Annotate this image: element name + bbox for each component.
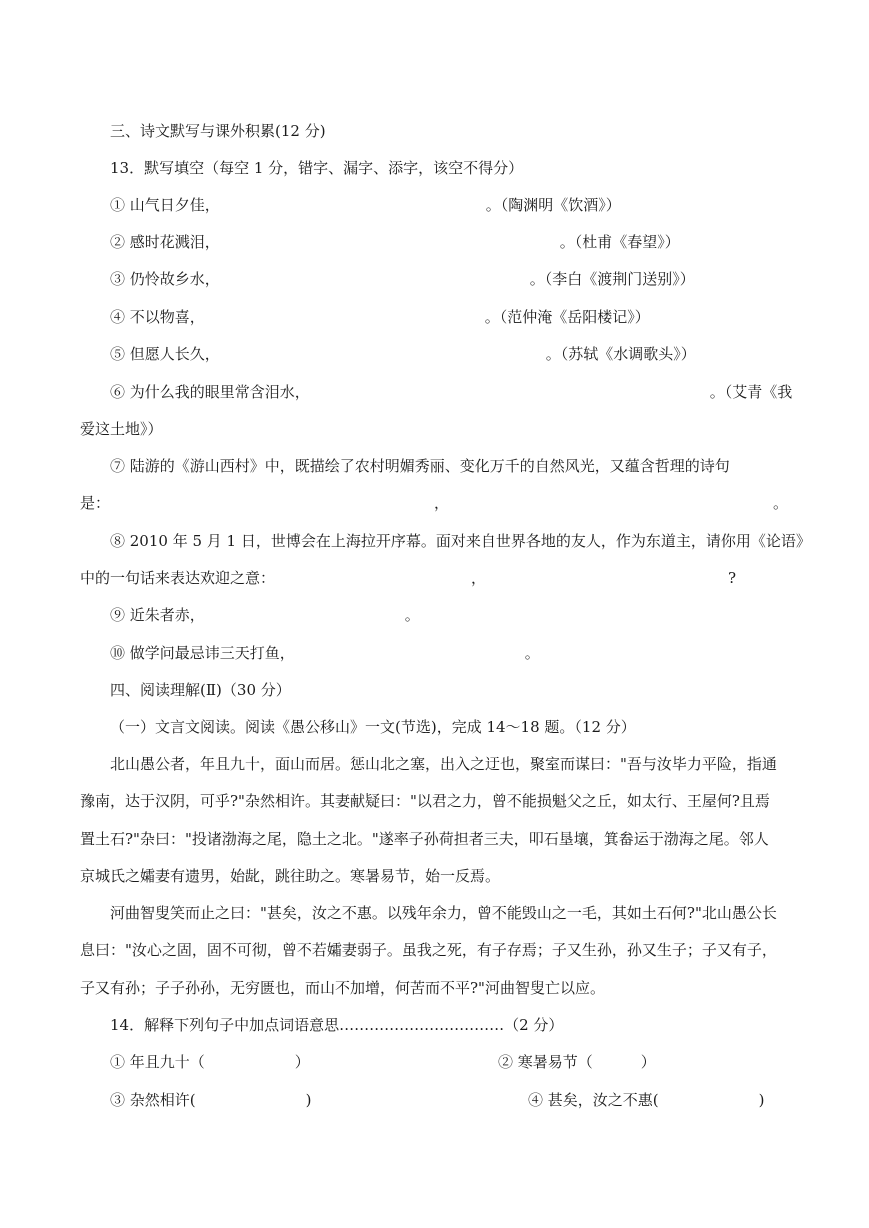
fill-item-7-end: 。: [773, 494, 789, 512]
fill-item-1: [110, 195, 621, 215]
fill-item-1-tail: 。（陶渊明《饮酒》）: [485, 196, 621, 214]
q14-item-4-close: ): [758, 1091, 765, 1109]
fill-item-4: [110, 307, 650, 327]
fill-item-7-line1: ⑦ 陆游的《游山西村》中，既描绘了农村明媚秀丽、变化万千的自然风光，又蕴含哲理的诗句: [110, 457, 730, 475]
question-13-title: 13．默写填空（每空 1 分，错字、漏字、添字，该空不得分）: [110, 159, 524, 177]
fill-item-9-tail: 。: [404, 606, 420, 624]
section-heading-reading: 四、阅读理解(Ⅱ)（30 分）: [110, 681, 291, 699]
fill-item-8-line1: ⑧ 2010 年 5 月 1 日，世博会在上海拉开序幕。面对来自世界各地的友人，作为东道主，请你用《论语》: [110, 532, 811, 550]
fill-item-10-lead: ⑩ 做学问最忌讳三天打鱼，: [110, 644, 295, 662]
classical-reading-intro: （一）文言文阅读。阅读《愚公移山》一文(节选)，完成 14～18 题。（12 分）: [110, 718, 636, 736]
fill-item-5-lead: ⑤ 但愿人长久，: [110, 345, 220, 363]
q14-item-3: [110, 1090, 311, 1110]
fill-item-4-tail: 。（范仲淹《岳阳楼记》）: [484, 308, 650, 326]
fill-item-9: [110, 605, 420, 625]
fill-item-3-tail: 。（李白《渡荆门送别》）: [529, 270, 695, 288]
fill-item-10-tail: 。: [524, 644, 540, 662]
fill-item-7-comma: ，: [434, 494, 450, 512]
fill-item-8-line2: [80, 568, 736, 588]
passage-paragraph-1-line: 北山愚公者，年且九十，面山而居。惩山北之塞，出入之迂也，聚室而谋曰："吾与汝毕力平险，指通: [110, 755, 777, 773]
passage-paragraph-2-line: 息曰："汝心之固，固不可彻，曾不若孀妻弱子。虽我之死，有子存焉；子又生孙，孙又生子；子又有子，: [80, 941, 777, 959]
fill-item-3-lead: ③ 仍怜故乡水，: [110, 270, 220, 288]
q14-item-4-text: ④ 甚矣，汝之不惠(: [528, 1091, 659, 1109]
fill-item-2-tail: 。（杜甫《春望》）: [559, 233, 680, 251]
passage-paragraph-1-line: 豫南，达于汉阴，可乎?"杂然相许。其妻献疑曰："以君之力，曾不能损魁父之丘，如太行、王屋何?且焉: [80, 792, 770, 810]
q14-item-3-text: ③ 杂然相许(: [110, 1091, 196, 1109]
passage-paragraph-2-line: 河曲智叟笑而止之曰："甚矣，汝之不惠。以残年余力，曾不能毁山之一毛，其如土石何?"北山愚公长: [110, 904, 777, 922]
fill-item-7-line2: [80, 493, 788, 513]
q14-item-2: [498, 1052, 656, 1072]
q14-item-1: [110, 1052, 310, 1072]
passage-paragraph-2-line: 子又有孙；子子孙孙，无穷匮也，而山不加增，何苦而不平?"河曲智叟亡以应。: [80, 979, 605, 997]
passage-paragraph-1-line: 置土石?"杂曰："投诸渤海之尾，隐土之北。"遂率子孙荷担者三夫，叩石垦壤，箕畚运于渤海之尾。邻人: [80, 830, 769, 848]
fill-item-8-comma: ，: [471, 569, 487, 587]
fill-item-7-lead: 是：: [80, 494, 111, 512]
fill-item-2-lead: ② 感时花溅泪，: [110, 233, 220, 251]
fill-item-6-tail: 。（艾青《我: [709, 383, 793, 401]
fill-item-9-lead: ⑨ 近朱者赤，: [110, 606, 205, 624]
fill-item-6-cont: 爱这土地》）: [80, 420, 163, 438]
fill-item-1-lead: ① 山气日夕佳，: [110, 196, 220, 214]
fill-item-5: [110, 344, 696, 364]
q14-item-1-text: ① 年且九十（: [110, 1053, 205, 1071]
q14-item-2-close: ）: [640, 1053, 656, 1071]
fill-item-4-lead: ④ 不以物喜，: [110, 308, 205, 326]
q14-item-1-close: ）: [294, 1053, 310, 1071]
fill-item-6-lead: ⑥ 为什么我的眼里常含泪水，: [110, 383, 310, 401]
fill-item-6: [110, 382, 792, 402]
fill-item-3: [110, 269, 695, 289]
fill-item-8-lead: 中的一句话来表达欢迎之意：: [80, 569, 276, 587]
q14-item-2-text: ② 寒暑易节（: [498, 1053, 593, 1071]
fill-item-5-tail: 。（苏轼《水调歌头》）: [545, 345, 696, 363]
fill-item-2: [110, 232, 680, 252]
q14-item-3-close: ): [305, 1091, 312, 1109]
q14-item-4: [528, 1090, 764, 1110]
question-14-title: 14．解释下列句子中加点词语意思……………………………（2 分）: [110, 1016, 564, 1034]
fill-item-10: [110, 643, 540, 663]
section-heading-poetry: 三、诗文默写与课外积累(12 分): [110, 122, 326, 140]
passage-paragraph-1-line: 京城氏之孀妻有遗男，始龀，跳往助之。寒暑易节，始一反焉。: [80, 867, 501, 885]
fill-item-8-end: ?: [728, 569, 737, 587]
